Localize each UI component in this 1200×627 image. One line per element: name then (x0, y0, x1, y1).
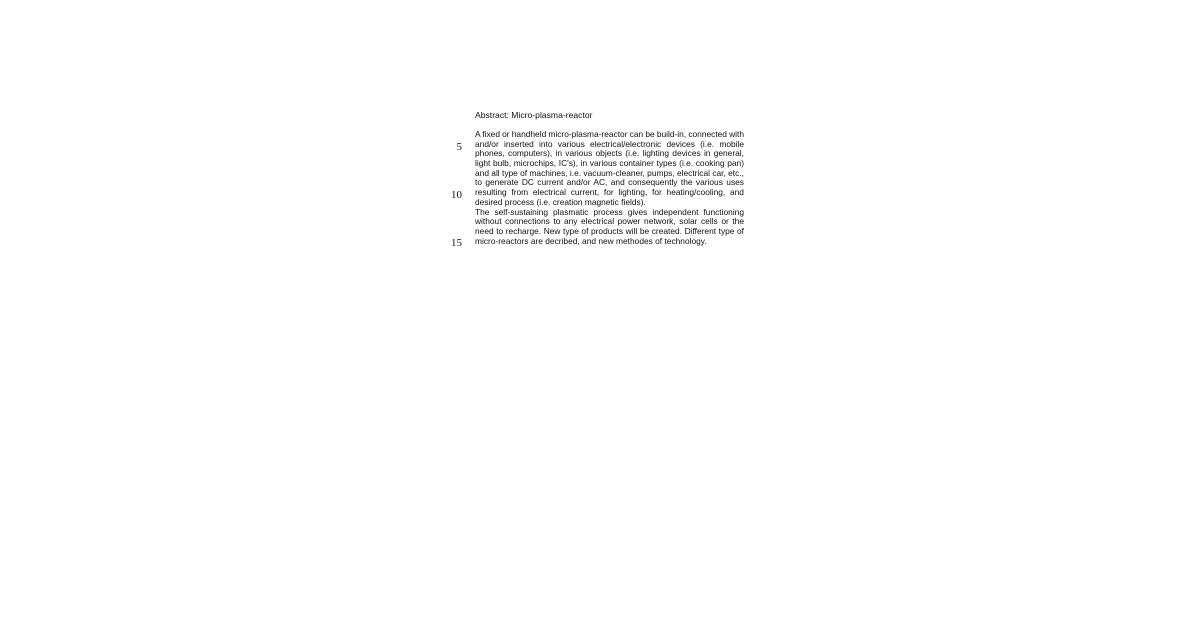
abstract-line: to generate DC current and/or AC, and consequently the various uses (475, 177, 744, 188)
abstract-line: desired process (i.e. creation magnetic fields). (475, 196, 646, 207)
abstract-title: Abstract: Micro-plasma-reactor (475, 110, 593, 120)
abstract-line: need to recharge. New type of products will be created. Different type of (475, 225, 745, 236)
line-number-5: 5 (456, 141, 462, 153)
abstract-line: without connections to any electrical power network, solar cells or the (475, 216, 744, 227)
abstract-line: resulting from electrical current, for lighting, for heating/cooling, and (475, 187, 744, 198)
abstract-body (475, 130, 744, 246)
abstract-line: phones, computers), in various objects (i.e. lighting devices in general, (475, 148, 744, 159)
abstract-line: and all type of machines, i.e. vacuum-cleaner, pumps, electrical car, etc., (475, 167, 744, 178)
abstract-line: A fixed or handheld micro-plasma-reactor can be build-in, connected with (475, 129, 745, 139)
abstract-line: light bulb, microchips, IC's), in various container types (i.e. cooking pan) (475, 158, 744, 169)
line-number-15: 15 (451, 237, 462, 249)
abstract-line: micro-reactors are decribed, and new methodes of technology. (475, 235, 707, 246)
abstract-line: and/or inserted into various electrical/electronic devices (i.e. mobile (475, 138, 745, 149)
abstract-line: The self-sustaining plasmatic process gives independent functioning (475, 206, 744, 217)
line-number-10: 10 (451, 189, 462, 201)
